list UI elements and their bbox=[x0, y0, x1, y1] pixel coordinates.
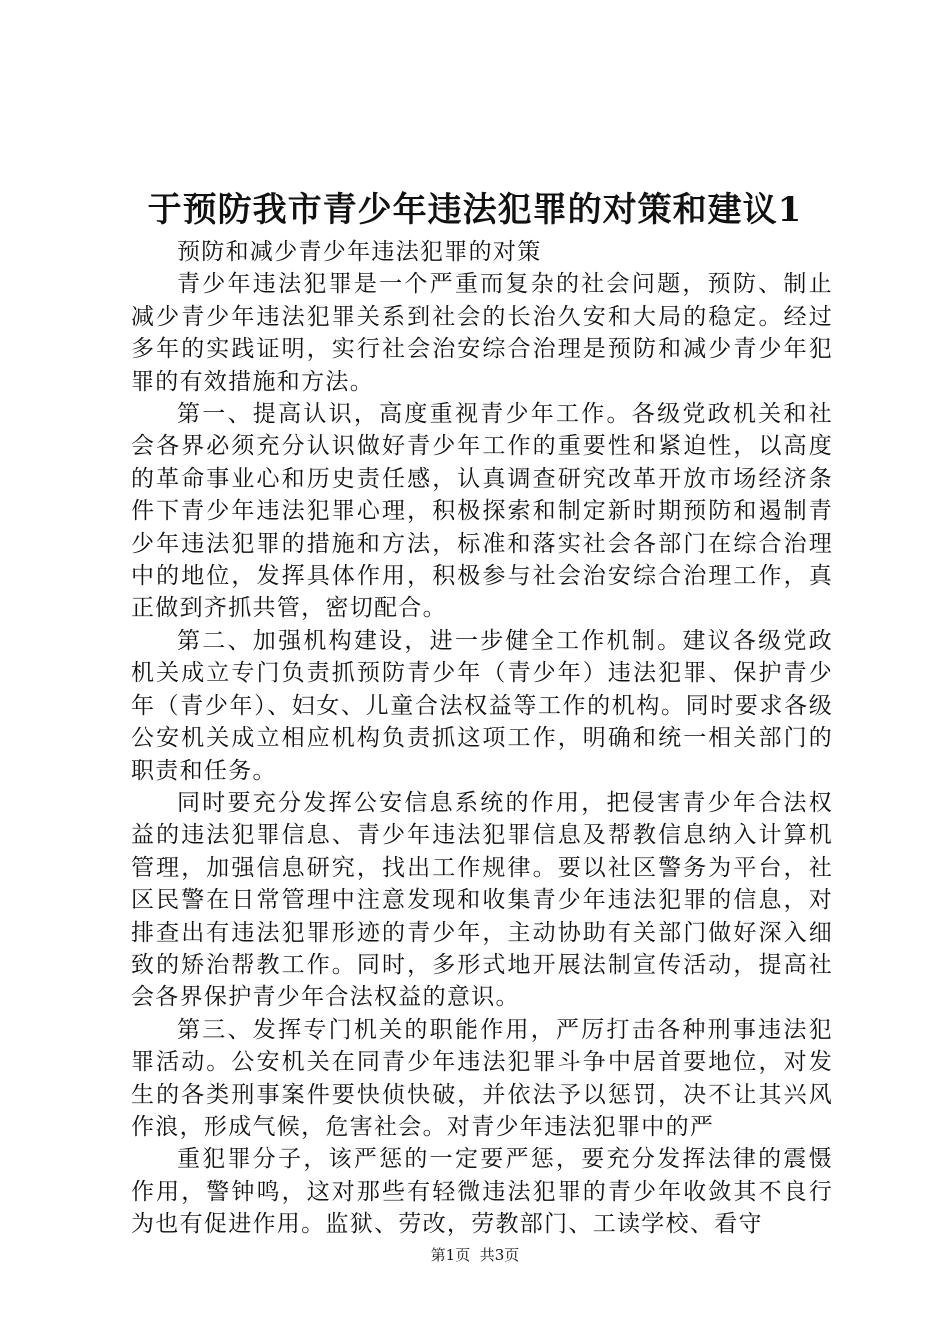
paragraph-information-system: 同时要充分发挥公安信息系统的作用，把侵害青少年合法权益的违法犯罪信息、青少年违法犯罪信息及帮教信息纳入计算机管理，加强信息研究，找出工作规律。要以社区警务为平台，社区民警在日常管理中注意发现和收集青少年违法犯罪的信息，对排查出有违法犯罪形迹的青少年，主动协助有关部门做好深入细致的矫治帮教工作。同时，多形式地开展法制宣传活动，提高社会各界保护青少年合法权益的意识。 bbox=[131, 789, 833, 1011]
paragraph-second-measure: 第二、加强机构建设，进一步健全工作机制。建议各级党政机关成立专门负责抓预防青少年（青少年）违法犯罪、保护青少年（青少年）、妇女、儿童合法权益等工作的机构。同时要求各级公安机关成立相应机构负责抓这项工作，明确和统一相关部门的职责和任务。 bbox=[131, 627, 833, 784]
paragraph-first-measure: 第一、提高认识，高度重视青少年工作。各级党政机关和社会各界必须充分认识做好青少年工作的重要性和紧迫性，以高度的革命事业心和历史责任感，认真调查研究改革开放市场经济条件下青少年违法犯罪心理，积极探索和制定新时期预防和遏制青少年违法犯罪的措施和方法，标准和落实社会各部门在综合治理中的地位，发挥具体作用，积极参与社会治安综合治理工作，真正做到齐抓共管，密切配合。 bbox=[131, 401, 833, 622]
paragraph-third-measure: 第三、发挥专门机关的职能作用，严厉打击各种刑事违法犯罪活动。公安机关在同青少年违法犯罪斗争中居首要地位，对发生的各类刑事案件要快侦快破，并依法予以惩罚，决不让其兴风作浪，形成气候，危害社会。对青少年违法犯罪中的严 bbox=[131, 1016, 833, 1140]
paragraph-subtitle: 预防和减少青少年违法犯罪的对策 bbox=[177, 239, 542, 265]
page-total: 共3页 bbox=[479, 1246, 520, 1264]
document-body bbox=[131, 236, 833, 1241]
paragraph-severe-crime: 重犯罪分子，该严惩的一定要严惩，要充分发挥法律的震慑作用，警钟鸣，这对那些有轻微违法犯罪的青少年收敛其不良行为也有促进作用。监狱、劳改，劳教部门、工读学校、看守 bbox=[131, 1146, 833, 1238]
document-title: 于预防我市青少年违法犯罪的对策和建议1 bbox=[147, 190, 803, 230]
paragraph-intro: 青少年违法犯罪是一个严重而复杂的社会问题，预防、制止减少青少年违法犯罪关系到社会的长治久安和大局的稳定。经过多年的实践证明，实行社会治安综合治理是预防和减少青少年犯罪的有效措施和方法。 bbox=[131, 271, 833, 395]
page-number: 第1页 bbox=[430, 1246, 471, 1264]
page-footer bbox=[0, 1245, 950, 1265]
